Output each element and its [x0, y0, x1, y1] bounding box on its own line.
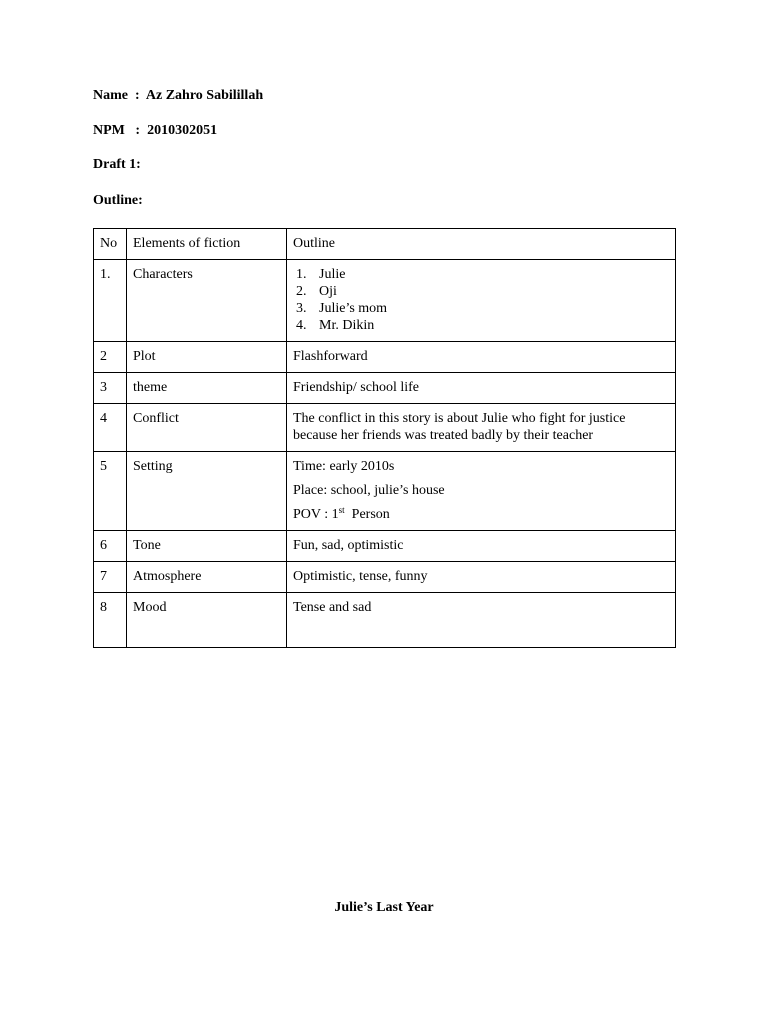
row-outline: Optimistic, tense, funny — [287, 562, 676, 593]
table-row — [94, 562, 676, 593]
table-row — [94, 531, 676, 562]
character-list — [293, 266, 669, 334]
row-element: Atmosphere — [127, 562, 287, 593]
character-name: Mr. Dikin — [319, 318, 375, 333]
row-element: Mood — [127, 593, 287, 648]
row-outline: Fun, sad, optimistic — [287, 531, 676, 562]
table-row — [94, 342, 676, 373]
list-item: 2. Oji — [296, 284, 337, 299]
setting-pov — [293, 506, 669, 523]
row-outline: Tense and sad — [287, 593, 676, 648]
row-element: Setting — [127, 452, 287, 531]
draft-heading: Draft 1: — [93, 157, 141, 172]
row-outline — [287, 452, 676, 531]
pov-suffix: Person — [351, 507, 390, 522]
character-name: Julie’s mom — [319, 301, 388, 316]
row-outline — [287, 260, 676, 342]
header-elements: Elements of fiction — [127, 229, 287, 260]
pov-prefix: POV : 1 — [293, 507, 339, 522]
table-row — [94, 260, 676, 342]
row-no: 2 — [94, 342, 127, 373]
story-title: Julie’s Last Year — [334, 900, 434, 915]
character-name: Julie — [319, 267, 346, 282]
row-element: Characters — [127, 260, 287, 342]
name-label: Name — [93, 88, 128, 103]
setting-time: Time: early 2010s — [293, 459, 395, 474]
conflict-line: because her friends was treated badly by their teacher — [293, 428, 594, 443]
row-no: 5 — [94, 452, 127, 531]
table-header-row — [94, 229, 676, 260]
row-element: Plot — [127, 342, 287, 373]
table-row — [94, 593, 676, 648]
row-outline: Flashforward — [287, 342, 676, 373]
name-value: Az Zahro Sabilillah — [145, 88, 264, 103]
row-outline: Friendship/ school life — [287, 373, 676, 404]
row-no: 4 — [94, 404, 127, 452]
conflict-line: The conflict in this story is about Julie who fight for justice — [293, 411, 626, 426]
row-outline — [287, 404, 676, 452]
setting-place: Place: school, julie’s house — [293, 483, 445, 498]
outline-table — [93, 228, 676, 648]
row-no: 1. — [94, 260, 127, 342]
list-item: 4. Mr. Dikin — [296, 318, 375, 333]
npm-value: 2010302051 — [147, 123, 218, 138]
pov-superscript: st — [338, 505, 345, 515]
row-element: theme — [127, 373, 287, 404]
table-row — [94, 373, 676, 404]
list-item: 1. Julie — [296, 267, 346, 282]
outline-heading: Outline: — [93, 193, 143, 208]
character-name: Oji — [319, 284, 337, 299]
table-row — [94, 452, 676, 531]
row-no: 7 — [94, 562, 127, 593]
list-item: 3. Julie’s mom — [296, 301, 388, 316]
row-no: 8 — [94, 593, 127, 648]
npm-line: NPM : 2010302051 — [93, 123, 218, 138]
name-line: Name : Az Zahro Sabilillah — [93, 88, 264, 103]
row-element: Conflict — [127, 404, 287, 452]
row-no: 3 — [94, 373, 127, 404]
header-no: No — [94, 229, 127, 260]
header-outline: Outline — [287, 229, 676, 260]
npm-label: NPM — [93, 123, 125, 138]
table-row — [94, 404, 676, 452]
row-element: Tone — [127, 531, 287, 562]
row-no: 6 — [94, 531, 127, 562]
